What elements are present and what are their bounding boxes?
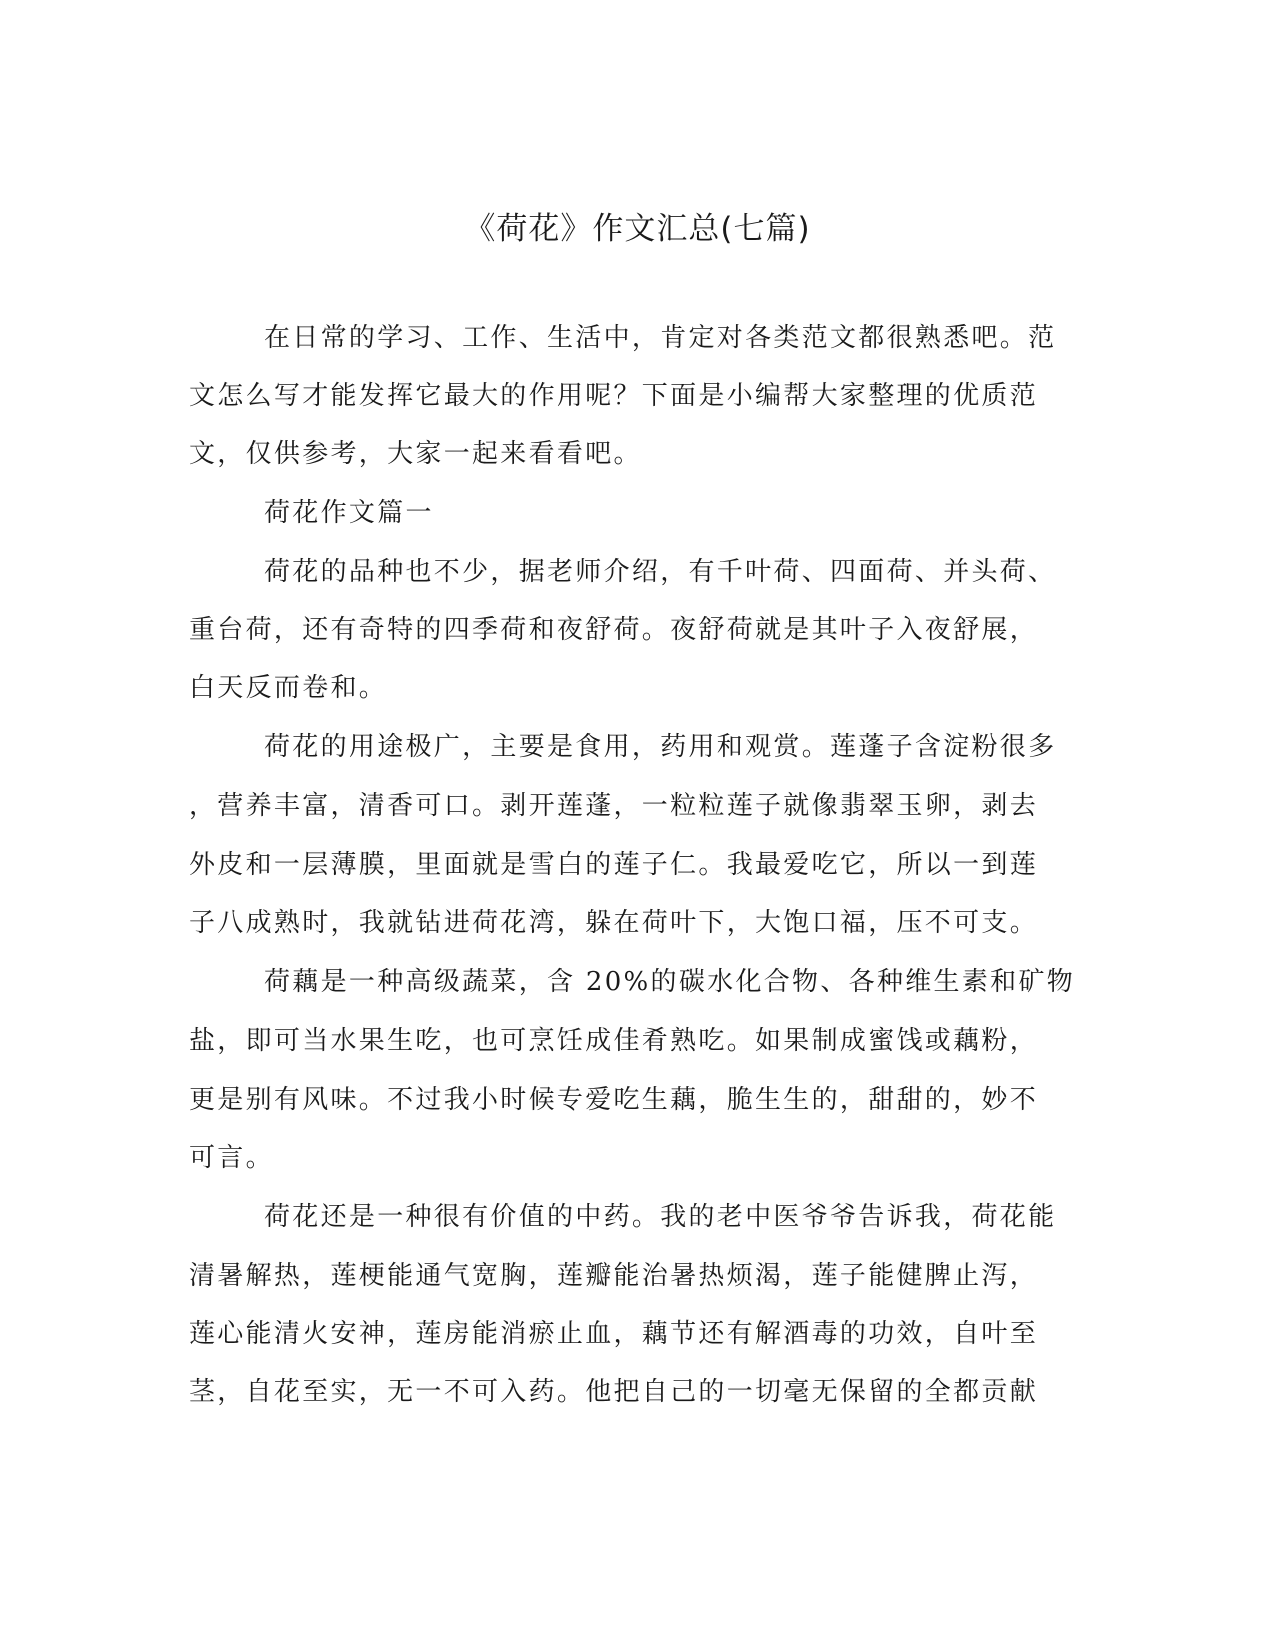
text-line: 荷花的用途极广，主要是食用，药用和观赏。莲蓬子含淀粉很多: [264, 732, 1057, 762]
text-line: 茎，自花至实，无一不可入药。他把自己的一切毫无保留的全都贡献: [189, 1377, 1039, 1407]
text-line: 白天反而卷和。: [189, 673, 388, 703]
text-line: 荷花还是一种很有价值的中药。我的老中医爷爷告诉我，荷花能: [264, 1202, 1057, 1232]
text-line: 在日常的学习、工作、生活中，肯定对各类范文都很熟悉吧。范: [264, 323, 1057, 353]
text-line: 荷花的品种也不少，据老师介绍，有千叶荷、四面荷、并头荷、: [264, 557, 1057, 587]
text-line: 更是别有风味。不过我小时候专爱吃生藕，脆生生的，甜甜的，妙不: [189, 1085, 1039, 1115]
text-line: 莲心能清火安神，莲房能消瘀止血，藕节还有解酒毒的功效，自叶至: [189, 1319, 1039, 1349]
text-line: 文怎么写才能发挥它最大的作用呢？下面是小编帮大家整理的优质范: [189, 381, 1039, 411]
text-line: 荷藕是一种高级蔬菜，含 20%的碳水化合物、各种维生素和矿物: [264, 967, 1076, 997]
text-line: ，营养丰富，清香可口。剥开莲蓬，一粒粒莲子就像翡翠玉卵，剥去: [189, 791, 1039, 821]
section-heading: 荷花作文篇一: [264, 498, 434, 528]
text-line: 可言。: [189, 1143, 274, 1173]
document-title: 《荷花》作文汇总(七篇): [464, 211, 811, 247]
text-line: 文，仅供参考，大家一起来看看吧。: [189, 439, 642, 469]
text-line: 清暑解热，莲梗能通气宽胸，莲瓣能治暑热烦渴，莲子能健脾止泻，: [189, 1261, 1039, 1291]
text-line: 子八成熟时，我就钻进荷花湾，躲在荷叶下，大饱口福，压不可支。: [189, 908, 1039, 938]
text-line: 盐，即可当水果生吃，也可烹饪成佳肴熟吃。如果制成蜜饯或藕粉，: [189, 1026, 1039, 1056]
text-line: 外皮和一层薄膜，里面就是雪白的莲子仁。我最爱吃它，所以一到莲: [189, 850, 1039, 880]
text-line: 重台荷，还有奇特的四季荷和夜舒荷。夜舒荷就是其叶子入夜舒展，: [189, 615, 1039, 645]
